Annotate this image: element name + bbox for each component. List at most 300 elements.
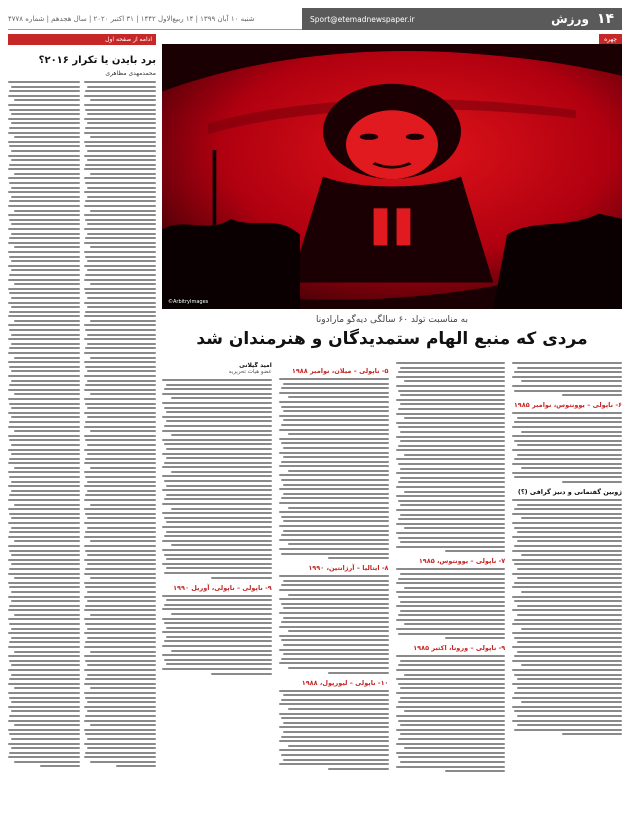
- text-line: [84, 104, 156, 106]
- text-line: [11, 664, 80, 666]
- text-line: [84, 609, 156, 611]
- text-line: [400, 504, 505, 506]
- text-line: [164, 498, 272, 500]
- text-line: [8, 449, 80, 451]
- text-line: [404, 491, 505, 493]
- text-line: [85, 568, 156, 570]
- text-line: [283, 607, 388, 609]
- text-line: [8, 582, 80, 584]
- text-line: [162, 416, 272, 418]
- text-line: [164, 425, 272, 427]
- text-line: [517, 687, 622, 689]
- opinion-author: محمدمهدی مظاهری: [105, 70, 156, 77]
- text-line: [8, 618, 80, 620]
- text-line: [14, 210, 80, 212]
- text-line: [87, 380, 156, 382]
- text-line: [85, 494, 156, 496]
- text-line: [85, 550, 156, 552]
- text-line: [90, 210, 156, 212]
- text-line: [288, 594, 389, 596]
- text-line: [9, 458, 80, 460]
- text-line: [87, 113, 156, 115]
- text-line: [514, 476, 622, 478]
- text-line: [404, 587, 505, 589]
- text-line: [87, 747, 156, 749]
- section-heading: ۵- ناپولی – میلان، نوامبر ۱۹۸۸: [291, 367, 389, 375]
- text-line: [87, 600, 156, 602]
- text-line: [162, 668, 272, 670]
- text-line: [9, 145, 80, 147]
- section-bar: [302, 8, 622, 30]
- text-line: [8, 471, 80, 473]
- text-line: [514, 390, 622, 392]
- text-line: [400, 514, 505, 516]
- text-line: [90, 320, 156, 322]
- text-line: [166, 627, 271, 629]
- text-line: [90, 357, 156, 359]
- text-line: [11, 481, 80, 483]
- text-line: [562, 481, 622, 483]
- text-line: [281, 406, 389, 408]
- text-line: [90, 99, 156, 101]
- text-line: [84, 471, 156, 473]
- text-line: [404, 623, 505, 625]
- text-line: [512, 376, 622, 378]
- text-line: [512, 697, 622, 699]
- text-line: [279, 401, 389, 403]
- text-line: [9, 494, 80, 496]
- text-line: [84, 692, 156, 694]
- section-heading: ۷- ناپولی – یوونتوس، ۱۹۸۵: [418, 557, 506, 566]
- text-line: [283, 383, 388, 385]
- text-line: [281, 461, 389, 463]
- text-line: [279, 703, 389, 705]
- text-line: [400, 660, 505, 662]
- text-line: [281, 639, 389, 641]
- text-line: [84, 324, 156, 326]
- text-line: [9, 421, 80, 423]
- text-line: [11, 260, 80, 262]
- text-line: [404, 674, 505, 676]
- text-line: [9, 200, 80, 202]
- text-line: [11, 113, 80, 115]
- text-line: [279, 649, 389, 651]
- text-line: [11, 343, 80, 345]
- text-line: [84, 485, 156, 487]
- text-line: [398, 578, 506, 580]
- text-line: [283, 484, 388, 486]
- text-line: [517, 651, 622, 653]
- text-line: [9, 403, 80, 405]
- text-line: [162, 595, 272, 597]
- text-line: [14, 467, 80, 469]
- text-line: [84, 508, 156, 510]
- text-line: [84, 669, 156, 671]
- text-line: [14, 246, 80, 248]
- text-line: [9, 568, 80, 570]
- text-line: [87, 159, 156, 161]
- text-line: [514, 458, 622, 460]
- text-line: [84, 81, 156, 83]
- text-line: [166, 663, 271, 665]
- text-line: [162, 645, 272, 647]
- text-line: [84, 95, 156, 97]
- text-block: [396, 655, 506, 772]
- text-line: [288, 470, 389, 472]
- text-line: [8, 118, 80, 120]
- text-line: [517, 367, 622, 369]
- text-line: [512, 385, 622, 387]
- text-line: [400, 468, 505, 470]
- text-line: [404, 454, 505, 456]
- date-line: شنبه ۱۰ آبان ۱۳۹۹ | ۱۴ ربیع‌الاول ۱۴۴۲ | ۳۱ اکتبر ۲۰۲۰ | سال هجدهم | شماره ۴۷۷۸: [8, 8, 302, 30]
- text-line: [9, 366, 80, 368]
- text-line: [512, 623, 622, 625]
- text-line: [396, 422, 506, 424]
- text-line: [84, 168, 156, 170]
- text-line: [400, 431, 505, 433]
- text-line: [90, 687, 156, 689]
- text-line: [166, 599, 271, 601]
- text-line: [84, 536, 156, 538]
- text-line: [279, 539, 389, 541]
- text-line: [517, 540, 622, 542]
- text-line: [283, 520, 388, 522]
- text-line: [8, 228, 80, 230]
- text-line: [84, 743, 156, 745]
- text-line: [11, 269, 80, 271]
- opinion-title: برد بایدن یا تکرار ۲۰۱۶؟: [38, 55, 156, 66]
- text-line: [8, 191, 80, 193]
- text-line: [85, 311, 156, 313]
- text-line: [279, 488, 389, 490]
- text-line: [84, 398, 156, 400]
- text-line: [281, 497, 389, 499]
- text-line: [9, 715, 80, 717]
- text-line: [396, 743, 506, 745]
- text-line: [84, 706, 156, 708]
- page-number: ۱۴: [596, 11, 614, 27]
- text-line: [166, 485, 271, 487]
- text-line: [517, 605, 622, 607]
- text-line: [400, 761, 505, 763]
- text-line: [279, 749, 389, 751]
- text-line: [514, 600, 622, 602]
- text-line: [90, 577, 156, 579]
- text-line: [512, 550, 622, 552]
- text-line: [84, 756, 156, 758]
- text-line: [279, 626, 389, 628]
- text-line: [512, 706, 622, 708]
- text-line: [85, 329, 156, 331]
- text-line: [84, 632, 156, 634]
- text-line: [171, 434, 272, 436]
- text-line: [396, 458, 506, 460]
- text-line: [8, 508, 80, 510]
- text-line: [400, 733, 505, 735]
- text-line: [11, 444, 80, 446]
- photo-credit: ©ArbitryImages: [168, 299, 209, 305]
- text-block: [512, 362, 622, 396]
- text-line: [87, 416, 156, 418]
- text-line: [162, 512, 272, 514]
- text-line: [84, 573, 156, 575]
- text-line: [8, 265, 80, 267]
- text-line: [211, 673, 271, 675]
- text-line: [8, 706, 80, 708]
- text-line: [9, 476, 80, 478]
- text-line: [85, 605, 156, 607]
- text-line: [562, 394, 622, 396]
- text-line: [9, 347, 80, 349]
- text-line: [8, 729, 80, 731]
- text-line: [288, 396, 389, 398]
- text-line: [87, 122, 156, 124]
- text-line: [279, 392, 389, 394]
- text-line: [84, 141, 156, 143]
- text-line: [512, 609, 622, 611]
- section-heading: ۹- ناپولی – ورونا، اکتبر ۱۹۸۵: [413, 644, 506, 653]
- text-line: [84, 315, 156, 317]
- text-line: [85, 403, 156, 405]
- text-line: [9, 164, 80, 166]
- text-line: [87, 370, 156, 372]
- text-line: [279, 525, 389, 527]
- text-line: [84, 449, 156, 451]
- text-line: [514, 421, 622, 423]
- text-line: [288, 507, 389, 509]
- text-block: [279, 690, 389, 770]
- text-line: [521, 628, 622, 630]
- text-line: [171, 397, 272, 399]
- text-line: [396, 486, 506, 488]
- text-line: [14, 136, 80, 138]
- text-line: [445, 550, 505, 552]
- text-line: [396, 619, 506, 621]
- text-line: [162, 466, 272, 468]
- text-line: [279, 429, 389, 431]
- text-line: [512, 412, 622, 414]
- page-header: [8, 8, 622, 30]
- text-line: [512, 449, 622, 451]
- text-line: [85, 347, 156, 349]
- text-line: [84, 242, 156, 244]
- text-line: [166, 420, 271, 422]
- text-line: [116, 765, 156, 767]
- feature-tag: چهره: [599, 34, 622, 45]
- text-line: [9, 513, 80, 515]
- text-line: [87, 334, 156, 336]
- text-line: [11, 628, 80, 630]
- text-line: [90, 136, 156, 138]
- text-line: [85, 164, 156, 166]
- text-line: [283, 644, 388, 646]
- text-line: [162, 563, 272, 565]
- text-line: [288, 745, 389, 747]
- text-line: [11, 517, 80, 519]
- text-line: [398, 371, 506, 373]
- text-line: [8, 168, 80, 170]
- text-line: [87, 701, 156, 703]
- text-line: [8, 669, 80, 671]
- text-line: [281, 553, 389, 555]
- text-line: [328, 557, 388, 559]
- article-author: امید گیلانی: [239, 362, 272, 369]
- text-line: [211, 577, 271, 579]
- text-line: [87, 233, 156, 235]
- text-line: [11, 591, 80, 593]
- text-line: [11, 674, 80, 676]
- text-line: [164, 535, 272, 537]
- text-line: [84, 375, 156, 377]
- text-line: [517, 577, 622, 579]
- text-line: [87, 527, 156, 529]
- section-heading: ۹- ناپولی – ناپولی، آوریل ۱۹۹۰: [173, 583, 272, 592]
- text-line: [85, 476, 156, 478]
- text-line: [84, 720, 156, 722]
- text-line: [398, 390, 506, 392]
- text-line: [396, 729, 506, 731]
- text-line: [84, 582, 156, 584]
- text-line: [85, 292, 156, 294]
- text-line: [90, 430, 156, 432]
- text-line: [87, 86, 156, 88]
- text-line: [279, 465, 389, 467]
- text-line: [9, 384, 80, 386]
- text-line: [14, 357, 80, 359]
- text-line: [9, 237, 80, 239]
- text-line: [512, 683, 622, 685]
- text-line: [11, 490, 80, 492]
- text-line: [281, 699, 389, 701]
- flag-illustration: [162, 44, 622, 309]
- text-block: [396, 568, 506, 639]
- text-line: [279, 612, 389, 614]
- text-line: [8, 743, 80, 745]
- text-line: [279, 589, 389, 591]
- text-line: [85, 109, 156, 111]
- text-line: [512, 669, 622, 671]
- text-line: [84, 426, 156, 428]
- text-line: [396, 605, 506, 607]
- text-line: [162, 393, 272, 395]
- text-line: [521, 591, 622, 593]
- text-line: [85, 678, 156, 680]
- text-column-4: [512, 362, 622, 812]
- text-line: [166, 411, 271, 413]
- text-line: [8, 242, 80, 244]
- text-line: [8, 646, 80, 648]
- text-line: [288, 630, 389, 632]
- text-column-3: [396, 362, 506, 812]
- text-line: [281, 736, 389, 738]
- text-line: [283, 447, 388, 449]
- text-line: [514, 655, 622, 657]
- text-line: [11, 187, 80, 189]
- text-line: [281, 621, 389, 623]
- text-line: [87, 223, 156, 225]
- feature-article: [162, 34, 622, 812]
- text-line: [84, 618, 156, 620]
- text-line: [87, 738, 156, 740]
- text-line: [396, 591, 506, 593]
- text-line: [8, 375, 80, 377]
- text-line: [11, 233, 80, 235]
- text-line: [84, 462, 156, 464]
- feature-subtitle: به مناسبت تولد ۶۰ سالگی دیه‌گو مارادونا: [316, 315, 468, 325]
- text-line: [521, 664, 622, 666]
- section-heading: ۸- ایتالیا – آرژانتین، ۱۹۹۰: [308, 564, 389, 573]
- text-line: [398, 614, 506, 616]
- text-line: [166, 531, 271, 533]
- text-line: [84, 302, 156, 304]
- text-line: [512, 559, 622, 561]
- text-line: [84, 646, 156, 648]
- text-line: [14, 504, 80, 506]
- text-line: [84, 361, 156, 363]
- text-line: [162, 631, 272, 633]
- text-line: [404, 527, 505, 529]
- text-line: [396, 766, 506, 768]
- text-line: [283, 694, 388, 696]
- text-line: [400, 440, 505, 442]
- text-line: [171, 544, 272, 546]
- text-line: [9, 733, 80, 735]
- text-line: [87, 150, 156, 152]
- text-line: [164, 462, 272, 464]
- text-line: [521, 554, 622, 556]
- text-line: [9, 109, 80, 111]
- text-line: [396, 546, 506, 548]
- text-line: [279, 502, 389, 504]
- text-line: [8, 155, 80, 157]
- text-line: [8, 545, 80, 547]
- text-line: [84, 559, 156, 561]
- text-line: [87, 554, 156, 556]
- text-line: [14, 99, 80, 101]
- text-line: [85, 366, 156, 368]
- text-line: [400, 610, 505, 612]
- text-line: [328, 768, 388, 770]
- text-line: [517, 641, 622, 643]
- text-line: [11, 150, 80, 152]
- section-email[interactable]: Sport@etemadnewspaper.ir: [310, 14, 415, 24]
- text-line: [90, 467, 156, 469]
- text-line: [521, 380, 622, 382]
- text-line: [11, 738, 80, 740]
- text-line: [166, 636, 271, 638]
- text-line: [514, 582, 622, 584]
- text-line: [85, 256, 156, 258]
- text-line: [11, 563, 80, 565]
- text-line: [90, 761, 156, 763]
- text-line: [396, 413, 506, 415]
- text-line: [87, 187, 156, 189]
- text-line: [11, 407, 80, 409]
- text-line: [396, 472, 506, 474]
- text-line: [398, 445, 506, 447]
- text-line: [281, 754, 389, 756]
- text-line: [288, 708, 389, 710]
- text-line: [164, 388, 272, 390]
- text-line: [87, 674, 156, 676]
- text-line: [8, 536, 80, 538]
- text-line: [8, 435, 80, 437]
- text-line: [164, 604, 272, 606]
- text-line: [517, 715, 622, 717]
- text-line: [514, 527, 622, 529]
- text-line: [87, 637, 156, 639]
